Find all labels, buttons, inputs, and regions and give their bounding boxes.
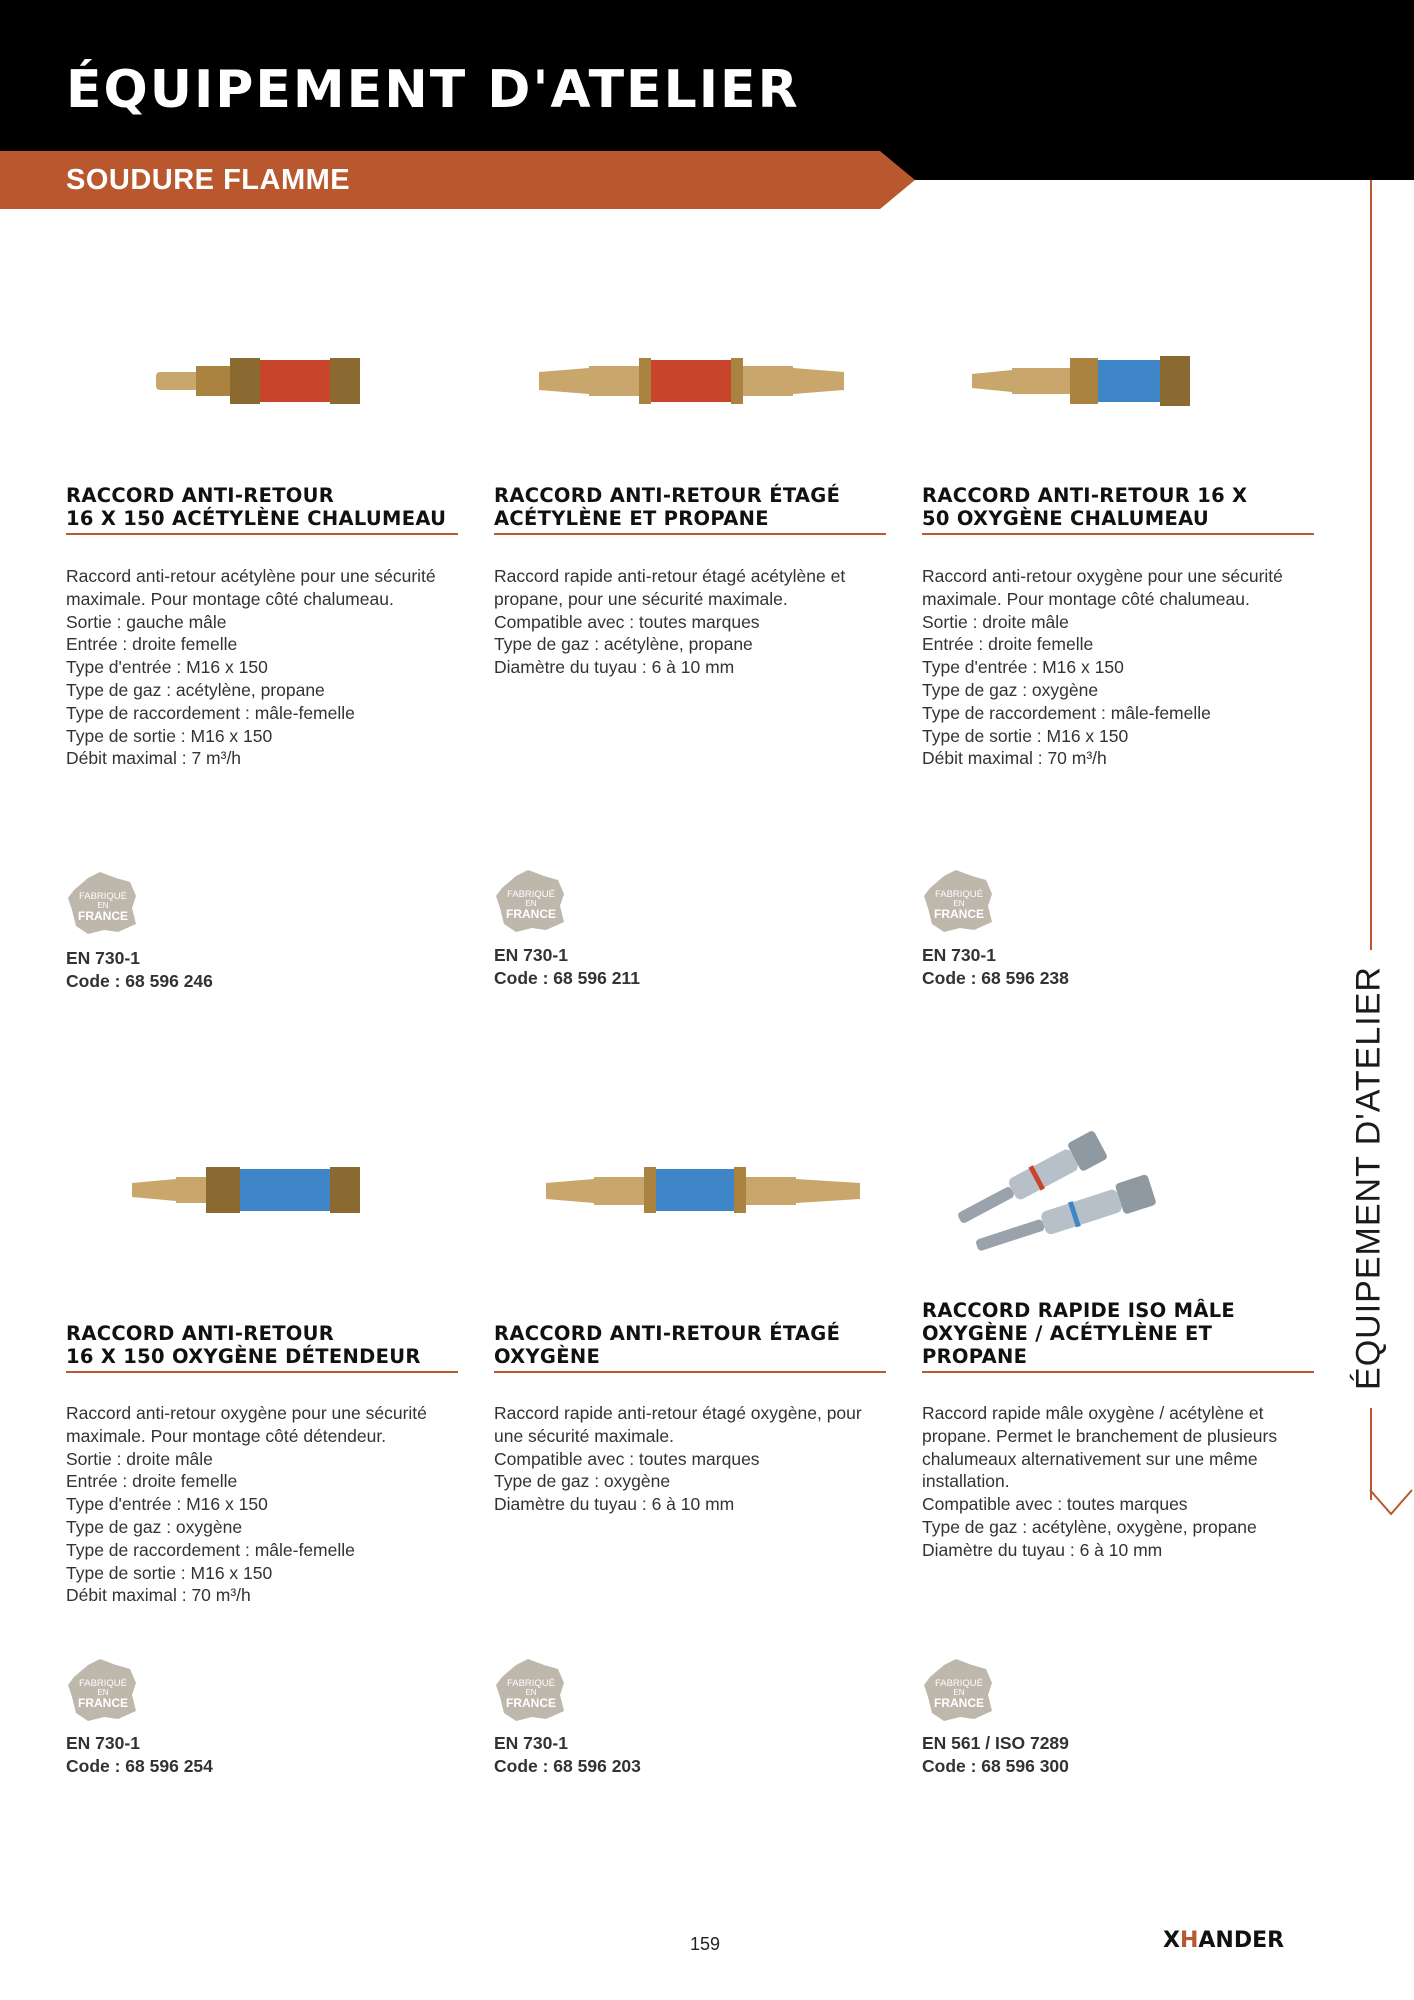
product-norm: EN 730-1 bbox=[66, 1733, 140, 1753]
product-description: Raccord anti-retour oxygène pour une sécurité maximale. Pour montage côté détendeur. Sortie : droite mâle Entrée : droite femelle Type d'entrée : M16 x 150 Type de gaz : oxygène Type de raccordement : mâle-femelle Type de sortie : M16 x 150 Débit maximal : 70 m³/h bbox=[66, 1403, 427, 1606]
product-title: RACCORD ANTI-RETOUR 16 X 150 ACÉTYLÈNE CHALUMEAU bbox=[66, 484, 458, 535]
product-code: Code : 68 596 238 bbox=[922, 968, 1069, 988]
product-description: Raccord anti-retour oxygène pour une sécurité maximale. Pour montage côté chalumeau. Sortie : droite mâle Entrée : droite femelle Type d'entrée : M16 x 150 Type de gaz : oxygène Type de raccordement : mâle-femelle Type de sortie : M16 x 150 Débit maximal : 70 m³/h bbox=[922, 566, 1283, 769]
brand-logo: XHANDER bbox=[1163, 1928, 1285, 1953]
made-in-france-logo bbox=[66, 868, 140, 936]
svg-text:FRANCE: FRANCE bbox=[78, 1696, 128, 1710]
side-divider-top bbox=[1370, 180, 1372, 950]
svg-text:EN: EN bbox=[953, 899, 965, 908]
product-code: Code : 68 596 203 bbox=[494, 1756, 641, 1776]
product-norm: EN 730-1 bbox=[66, 948, 140, 968]
svg-text:FABRIQUÉ: FABRIQUÉ bbox=[506, 1678, 556, 1689]
svg-text:FRANCE: FRANCE bbox=[934, 1696, 984, 1710]
product-description: Raccord rapide anti-retour étagé acétylène et propane, pour une sécurité maximale. Compatible avec : toutes marques Type de gaz : acétylène, propane Diamètre du tuyau : 6 à 10 mm bbox=[494, 566, 846, 678]
svg-text:FRANCE: FRANCE bbox=[78, 909, 128, 923]
page-title: ÉQUIPEMENT D'ATELIER bbox=[66, 60, 800, 120]
made-in-france-logo bbox=[66, 1655, 140, 1723]
product-code: Code : 68 596 211 bbox=[494, 968, 640, 988]
made-in-france-logo bbox=[494, 866, 568, 934]
product-image bbox=[494, 1105, 894, 1265]
product-title: RACCORD ANTI-RETOUR 16 X 50 OXYGÈNE CHALUMEAU bbox=[922, 484, 1314, 535]
product-title: RACCORD ANTI-RETOUR ÉTAGÉ OXYGÈNE bbox=[494, 1322, 886, 1373]
product-code: Code : 68 596 246 bbox=[66, 971, 213, 991]
product-image bbox=[922, 1105, 1322, 1265]
svg-text:FABRIQUÉ: FABRIQUÉ bbox=[934, 1678, 984, 1689]
svg-text:EN: EN bbox=[525, 899, 537, 908]
svg-text:EN: EN bbox=[97, 901, 109, 910]
product-image bbox=[922, 300, 1322, 460]
svg-text:EN: EN bbox=[525, 1688, 537, 1697]
svg-text:FABRIQUÉ: FABRIQUÉ bbox=[506, 889, 556, 900]
product-norm: EN 561 / ISO 7289 bbox=[922, 1733, 1069, 1753]
product-title: RACCORD RAPIDE ISO MÂLE OXYGÈNE / ACÉTYLÈNE ET PROPANE bbox=[922, 1299, 1314, 1373]
product-title: RACCORD ANTI-RETOUR 16 X 150 OXYGÈNE DÉTENDEUR bbox=[66, 1322, 458, 1373]
product-description: Raccord rapide mâle oxygène / acétylène et propane. Permet le branchement de plusieurs chalumeaux alternativement sur une même installation. Compatible avec : toutes marques Type de gaz : acétylène, oxygène, propane Diamètre du tuyau : 6 à 10 mm bbox=[922, 1403, 1278, 1560]
product-code: Code : 68 596 254 bbox=[66, 1756, 213, 1776]
made-in-france-logo bbox=[922, 1655, 996, 1723]
product-norm: EN 730-1 bbox=[494, 1733, 568, 1753]
svg-text:EN: EN bbox=[953, 1688, 965, 1697]
section-title: SOUDURE FLAMME bbox=[66, 164, 351, 196]
svg-text:FABRIQUÉ: FABRIQUÉ bbox=[78, 891, 128, 902]
made-in-france-logo bbox=[494, 1655, 568, 1723]
svg-text:FABRIQUÉ: FABRIQUÉ bbox=[78, 1678, 128, 1689]
product-norm: EN 730-1 bbox=[922, 945, 996, 965]
product-description: Raccord anti-retour acétylène pour une sécurité maximale. Pour montage côté chalumeau. Sortie : gauche mâle Entrée : droite femelle Type d'entrée : M16 x 150 Type de gaz : acétylène, propane Type de raccordement : mâle-femelle Type de sortie : M16 x 150 Débit maximal : 7 m³/h bbox=[66, 566, 436, 769]
page-number: 159 bbox=[690, 1934, 721, 1954]
product-image bbox=[494, 300, 894, 460]
side-arrow-icon bbox=[1368, 1488, 1414, 1518]
svg-text:FRANCE: FRANCE bbox=[506, 907, 556, 921]
svg-text:FRANCE: FRANCE bbox=[506, 1696, 556, 1710]
product-description: Raccord rapide anti-retour étagé oxygène, pour une sécurité maximale. Compatible avec : toutes marques Type de gaz : oxygène Diamètre du tuyau : 6 à 10 mm bbox=[494, 1403, 862, 1515]
side-section-label: ÉQUIPEMENT D'ATELIER bbox=[1349, 966, 1388, 1390]
product-title: RACCORD ANTI-RETOUR ÉTAGÉ ACÉTYLÈNE ET PROPANE bbox=[494, 484, 886, 535]
product-code: Code : 68 596 300 bbox=[922, 1756, 1069, 1776]
svg-text:FRANCE: FRANCE bbox=[934, 907, 984, 921]
made-in-france-logo bbox=[922, 866, 996, 934]
side-divider-bottom bbox=[1370, 1408, 1372, 1500]
product-image bbox=[66, 300, 466, 460]
product-image bbox=[66, 1105, 466, 1265]
svg-text:FABRIQUÉ: FABRIQUÉ bbox=[934, 889, 984, 900]
svg-text:EN: EN bbox=[97, 1688, 109, 1697]
product-norm: EN 730-1 bbox=[494, 945, 568, 965]
